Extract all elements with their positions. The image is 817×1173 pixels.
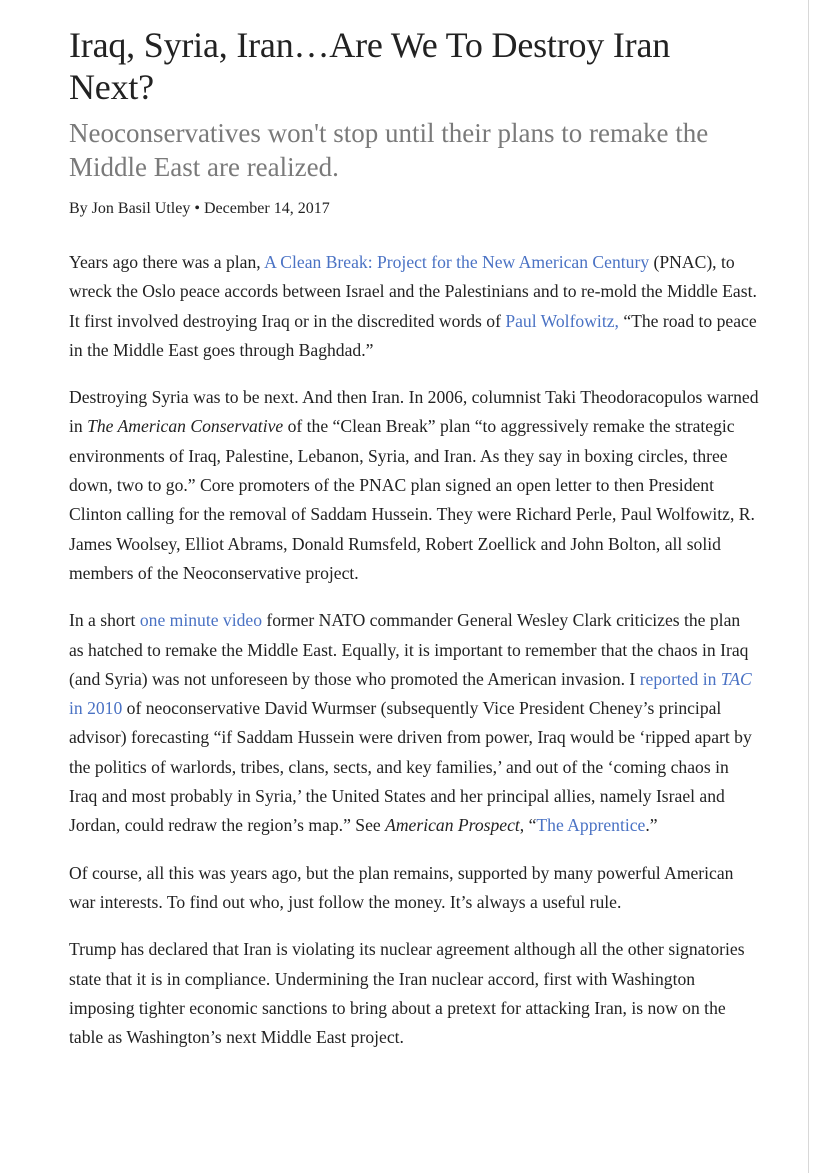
p1-text-2: (PNAC), to wreck the Oslo peace accords between Israel and the Palestinians and to re-mold the Middle East. It first involved destroying Iraq or in the discredited words of <box>69 252 757 331</box>
paragraph-2 <box>69 383 759 588</box>
reported-in-tac-link-text-b: TAC <box>720 668 752 689</box>
reported-in-tac-link-text-c: in 2010 <box>69 698 123 719</box>
p2-text-2: of the “Clean Break” plan “to aggressively remake the strategic environments of Iraq, Palestine, Lebanon, Syria, and Iran. As they say in boxing circles, three down, two to go.” Core promoters of the PNAC plan signed an open letter to then President Clinton calling for the removal of Saddam Hussein. They were Richard Perle, Paul Wolfowitz, R. James Woolsey, Elliot Abrams, Donald Rumsfeld, Robert Zoellick and John Bolton, all solid members of the Neoconservative project. <box>69 416 755 583</box>
paragraph-5: Trump has declared that Iran is violating its nuclear agreement although all the other signatories state that it is in compliance. Undermining the Iran nuclear accord, first with Washington imposing tighter economic sanctions to bring about a pretext for attacking Iran, is now on the table as Washington’s next Middle East project. <box>69 939 745 1048</box>
article <box>69 24 759 1070</box>
p3-text-3: of neoconservative David Wurmser (subsequently Vice President Cheney’s principal advisor) forecasting “if Saddam Hussein were driven from power, Iraq would be ‘ripped apart by the politics of warlords, tribes, clans, sects, and key families,’ and out of the ‘coming chaos in Iraq and most probably in Syria,’ the United States and her principal allies, namely Israel and Jordan, could redraw the region’s map.” See <box>69 698 752 836</box>
p3-text-4: , “ <box>519 815 537 836</box>
p1-text-1: Years ago there was a plan, <box>69 252 265 272</box>
reported-in-tac-link-text-a: reported in <box>639 668 721 689</box>
p2-text-1: Destroying Syria was to be next. And then Iran. In 2006, columnist Taki Theodoracopulos warned in <box>69 387 759 437</box>
page-right-edge <box>808 0 809 1173</box>
paragraph-3 <box>69 606 759 840</box>
byline-date: December 14, 2017 <box>203 200 330 217</box>
one-minute-video-link[interactable]: one minute video <box>139 610 263 631</box>
byline-author: Jon Basil Utley <box>91 200 191 217</box>
byline-separator: • <box>190 200 204 217</box>
p3-text-1: In a short <box>69 610 140 631</box>
paragraph-1 <box>69 248 759 365</box>
p2-publication-name: The American Conservative <box>87 416 284 437</box>
p3-text-5: .” <box>645 815 658 836</box>
paul-wolfowitz-link[interactable]: Paul Wolfowitz, <box>505 310 619 331</box>
the-apprentice-link[interactable]: The Apprentice <box>536 815 646 836</box>
article-body <box>69 248 759 1052</box>
p1-text-3: “The road to peace in the Middle East goes through Baghdad.” <box>69 310 757 360</box>
byline-prefix: By <box>69 200 92 217</box>
p3-publication-name: American Prospect <box>385 815 520 836</box>
paragraph-4: Of course, all this was years ago, but the plan remains, supported by many powerful American war interests. To find out who, just follow the money. It’s always a useful rule. <box>69 862 734 912</box>
p3-text-2: former NATO commander General Wesley Clark criticizes the plan as hatched to remake the Middle East. Equally, it is important to remember that the chaos in Iraq (and Syria) was not unforeseen by those who promoted the American invasion. I <box>69 610 749 689</box>
clean-break-link[interactable]: A Clean Break: Project for the New American Century <box>264 252 650 272</box>
byline <box>69 198 759 220</box>
article-subtitle: Neoconservatives won't stop until their plans to remake the Middle East are realized. <box>69 118 709 182</box>
article-title: Iraq, Syria, Iran…Are We To Destroy Iran Next? <box>69 25 671 107</box>
